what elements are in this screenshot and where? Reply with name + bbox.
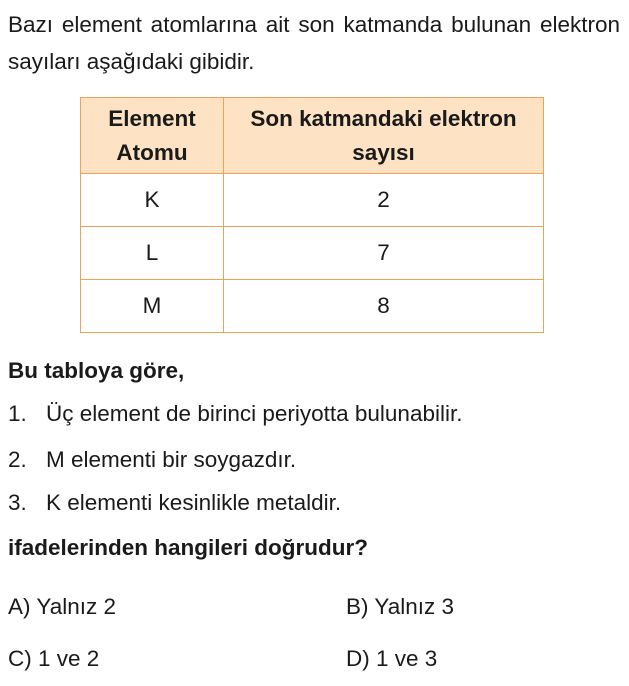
statement-number: 3. [8,490,27,515]
statement-item [8,447,296,473]
element-cell: M [81,280,224,333]
lead-text: Bu tabloya göre, [8,358,185,383]
option-letter: C) [8,646,32,671]
option-letter: A) [8,594,31,619]
element-cell: L [81,227,224,280]
header-element-atom-label: Element Atomu [108,105,196,165]
statement-text: M elementi bir soygazdır. [46,447,297,472]
table-row [81,174,544,227]
statement-text: K elementi kesinlikle metaldir. [46,490,342,515]
header-electron-count [224,98,544,174]
option-a[interactable] [8,594,116,620]
option-text: Yalnız 2 [36,594,116,619]
option-text: 1 ve 3 [376,646,438,671]
statement-item [8,401,462,427]
option-b[interactable] [346,594,454,620]
option-d[interactable] [346,646,437,672]
electron-count-cell: 2 [224,174,544,227]
header-electron-count-label: Son katmandaki elektron sayısı [250,105,517,165]
electron-count-cell: 8 [224,280,544,333]
statement-item [8,490,341,516]
option-letter: B) [346,594,369,619]
option-text: 1 ve 2 [38,646,100,671]
table-row [81,227,544,280]
question-text: ifadelerinden hangileri doğrudur? [8,535,369,560]
option-letter: D) [346,646,370,671]
statement-number: 1. [8,401,27,426]
statement-number: 2. [8,447,27,472]
electron-count-cell: 7 [224,227,544,280]
intro-text: Bazı element atomlarına ait son katmanda bulunan elektron sayıları aşağıdaki gibidir. [8,12,620,74]
table-row [81,280,544,333]
electron-table [80,97,544,333]
table-header-row [81,98,544,174]
option-text: Yalnız 3 [374,594,454,619]
option-c[interactable] [8,646,99,672]
element-cell: K [81,174,224,227]
statement-text: Üç element de birinci periyotta bulunabilir. [46,401,463,426]
header-element-atom [81,98,224,174]
